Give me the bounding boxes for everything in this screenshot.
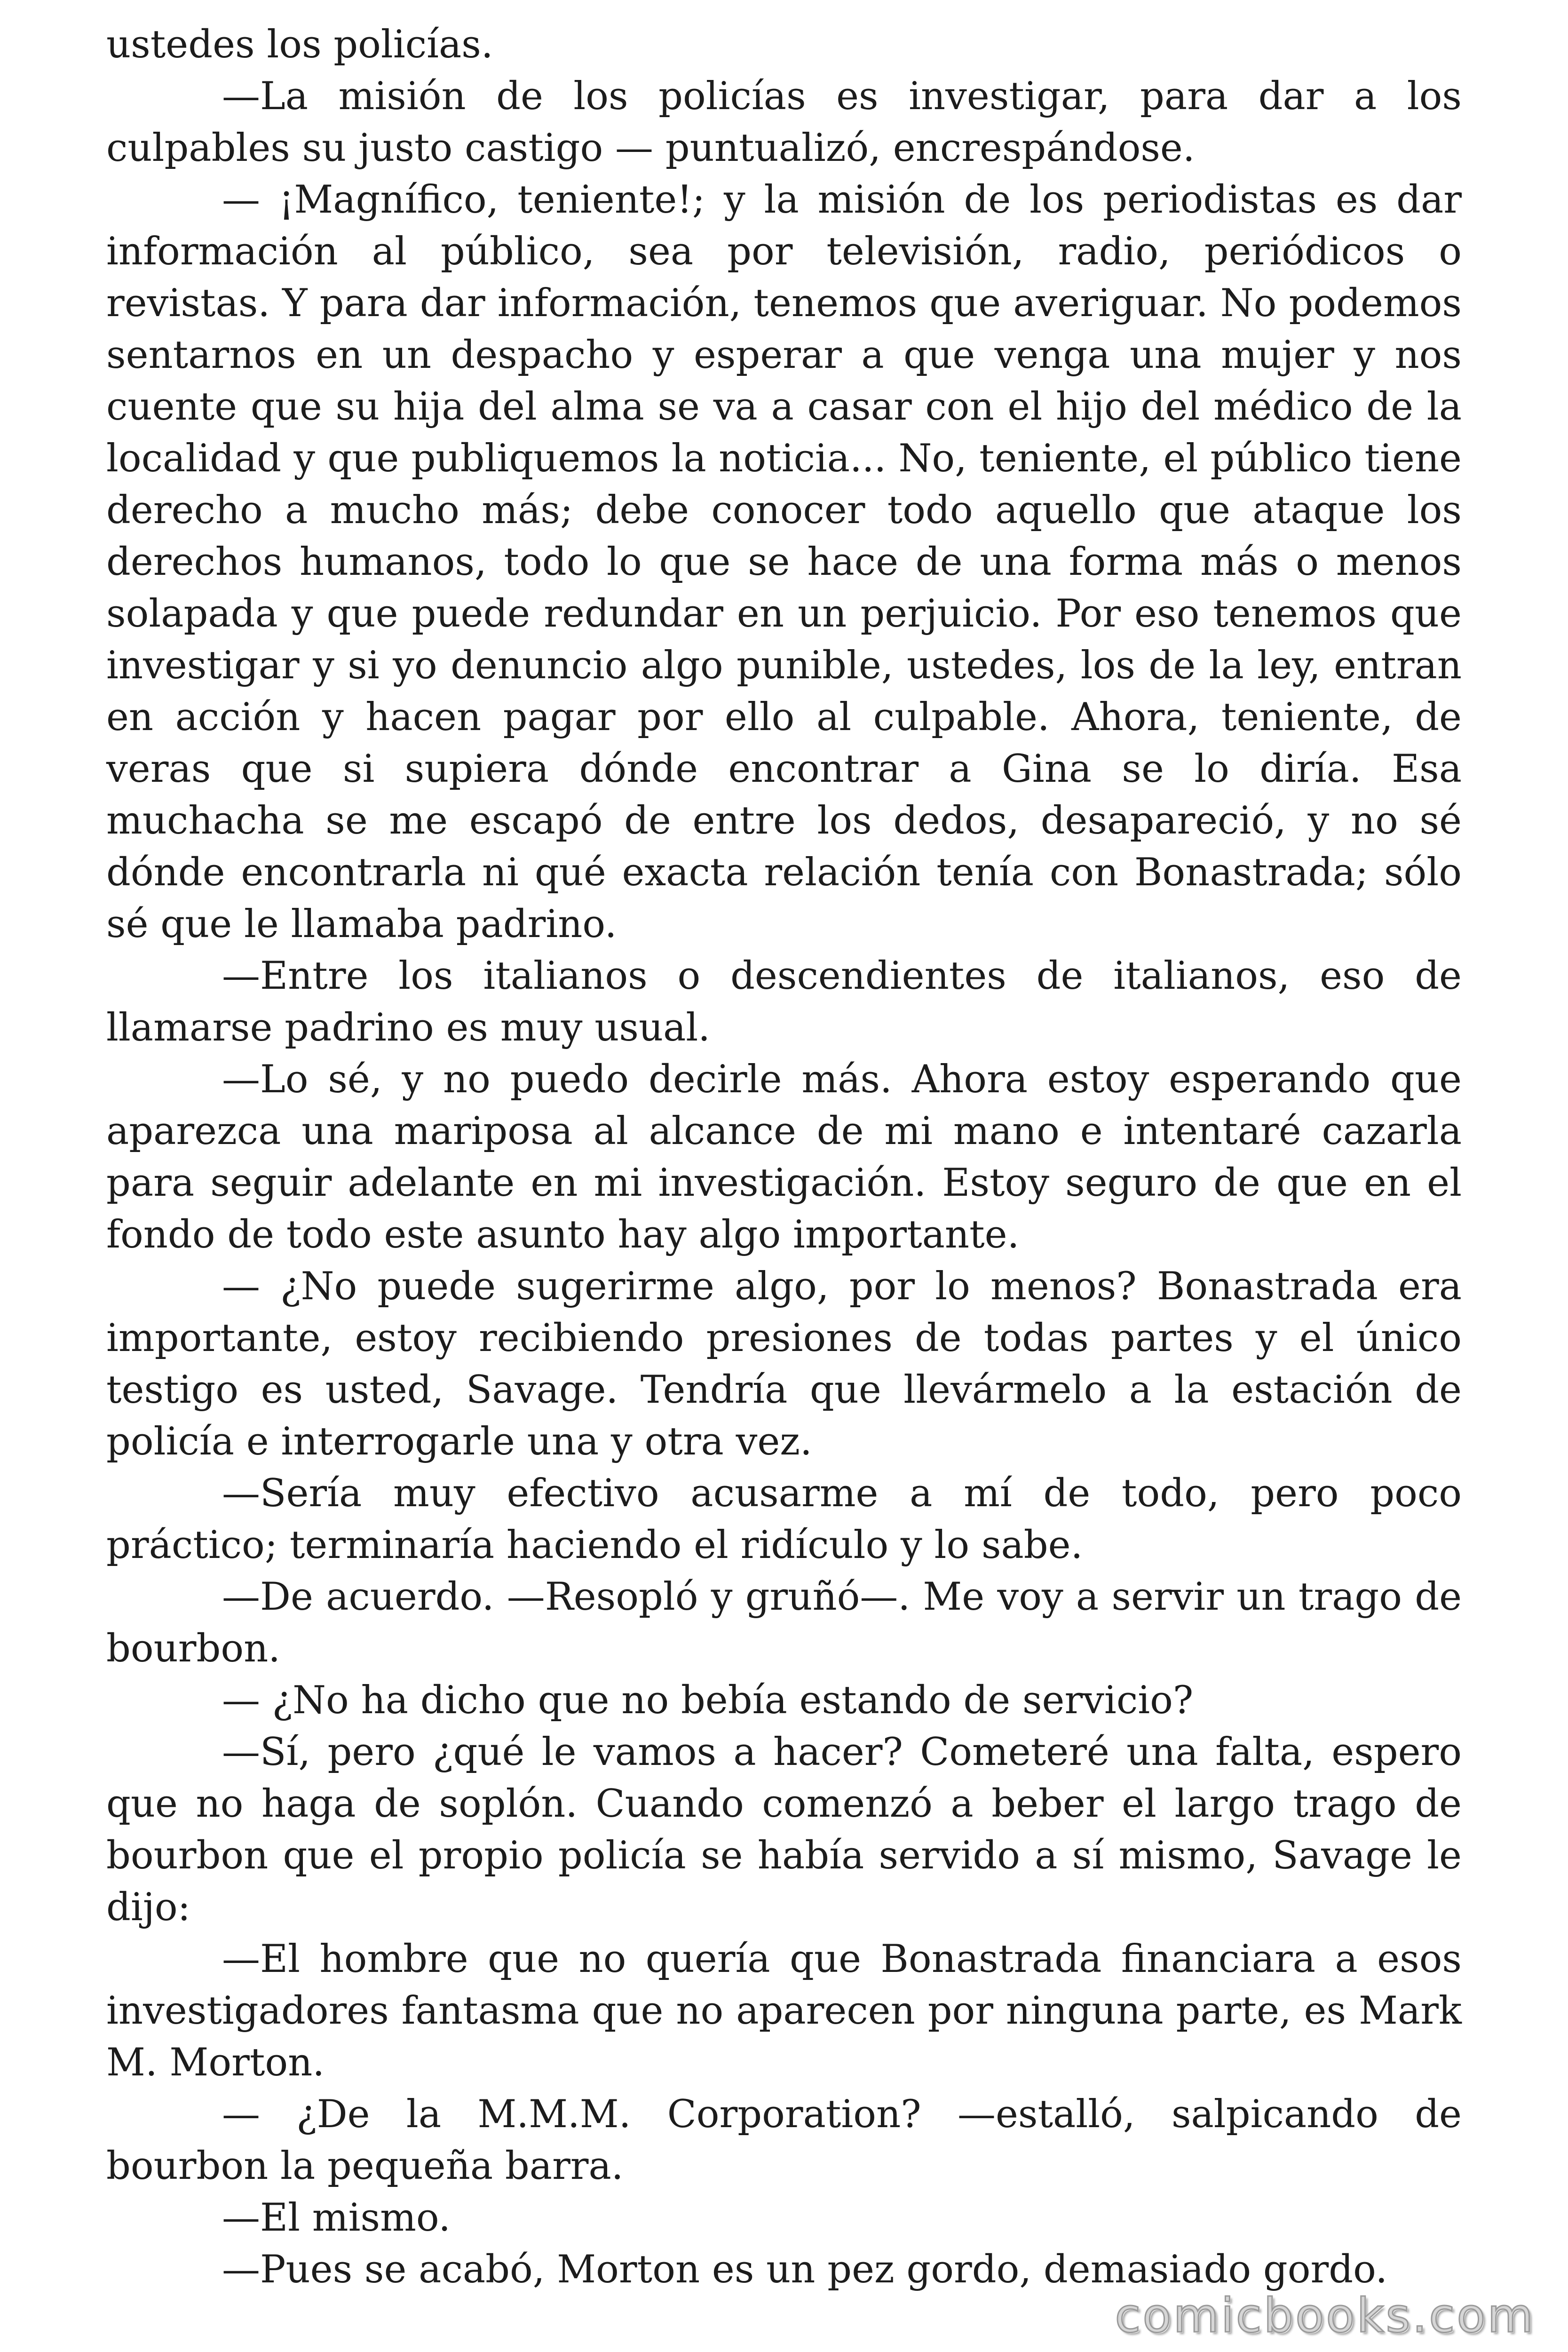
- paragraph: —Sí, pero ¿qué le vamos a hacer? Cometeré una falta, espero que no haga de soplón. Cuando comenzó a beber el largo trago de bourbon que el propio policía se había servido a sí mismo, Savage le dijo:: [106, 1730, 1462, 1930]
- paragraph: —Lo sé, y no puedo decirle más. Ahora estoy esperando que aparezca una mariposa al alcance de mi mano e intentaré cazarla para seguir adelante en mi investigación. Estoy seguro de que en el fondo de todo este asunto hay algo importante.: [106, 1057, 1462, 1257]
- paragraph: — ¿No ha dicho que no bebía estando de servicio?: [222, 1678, 1194, 1723]
- paragraph: —Pues se acabó, Morton es un pez gordo, demasiado gordo.: [222, 2248, 1388, 2292]
- paragraph: ustedes los policías.: [106, 23, 493, 67]
- paragraph: —Sería muy efectivo acusarme a mí de todo, pero poco práctico; terminaría haciendo el ridículo y lo sabe.: [106, 1471, 1462, 1567]
- paragraph: —La misión de los policías es investigar, para dar a los culpables su justo castigo — puntualizó, encrespándose.: [106, 74, 1462, 170]
- paragraph: —El hombre que no quería que Bonastrada financiara a esos investigadores fantasma que no aparecen por ninguna parte, es Mark M. Morton.: [106, 1937, 1462, 2085]
- book-page-text: [106, 19, 1462, 2296]
- paragraph: — ¿De la M.M.M. Corporation? —estalló, salpicando de bourbon la pequeña barra.: [106, 2092, 1462, 2188]
- paragraph: — ¿No puede sugerirme algo, por lo menos? Bonastrada era importante, estoy recibiendo presiones de todas partes y el único testigo es usted, Savage. Tendría que llevármelo a la estación de policía e interrogarle una y otra vez.: [106, 1264, 1462, 1464]
- paragraph: —De acuerdo. —Resopló y gruñó—. Me voy a servir un trago de bourbon.: [106, 1575, 1462, 1671]
- watermark-logo: comicbooks.com: [1115, 2288, 1535, 2343]
- paragraph: —El mismo.: [222, 2196, 451, 2240]
- paragraph: —Entre los italianos o descendientes de italianos, eso de llamarse padrino es muy usual.: [106, 954, 1462, 1050]
- paragraph: — ¡Magnífico, teniente!; y la misión de los periodistas es dar información al público, sea por televisión, radio, periódicos o revistas. Y para dar información, tenemos que averiguar. No podemos sentarnos en un despacho y esperar a que venga una mujer y nos cuente que su hija del alma se va a casar con el hijo del médico de la localidad y que publiquemos la noticia... No, teniente, el público tiene derecho a mucho más; debe conocer todo aquello que ataque los derechos humanos, todo lo que se hace de una forma más o menos solapada y que puede redundar en un perjuicio. Por eso tenemos que investigar y si yo denuncio algo punible, ustedes, los de la ley, entran en acción y hacen pagar por ello al culpable. Ahora, teniente, de veras que si supiera dónde encontrar a Gina se lo diría. Esa muchacha se me escapó de entre los dedos, desapareció, y no sé dónde encontrarla ni qué exacta relación tenía con Bonastrada; sólo sé que le llamaba padrino.: [106, 178, 1462, 946]
